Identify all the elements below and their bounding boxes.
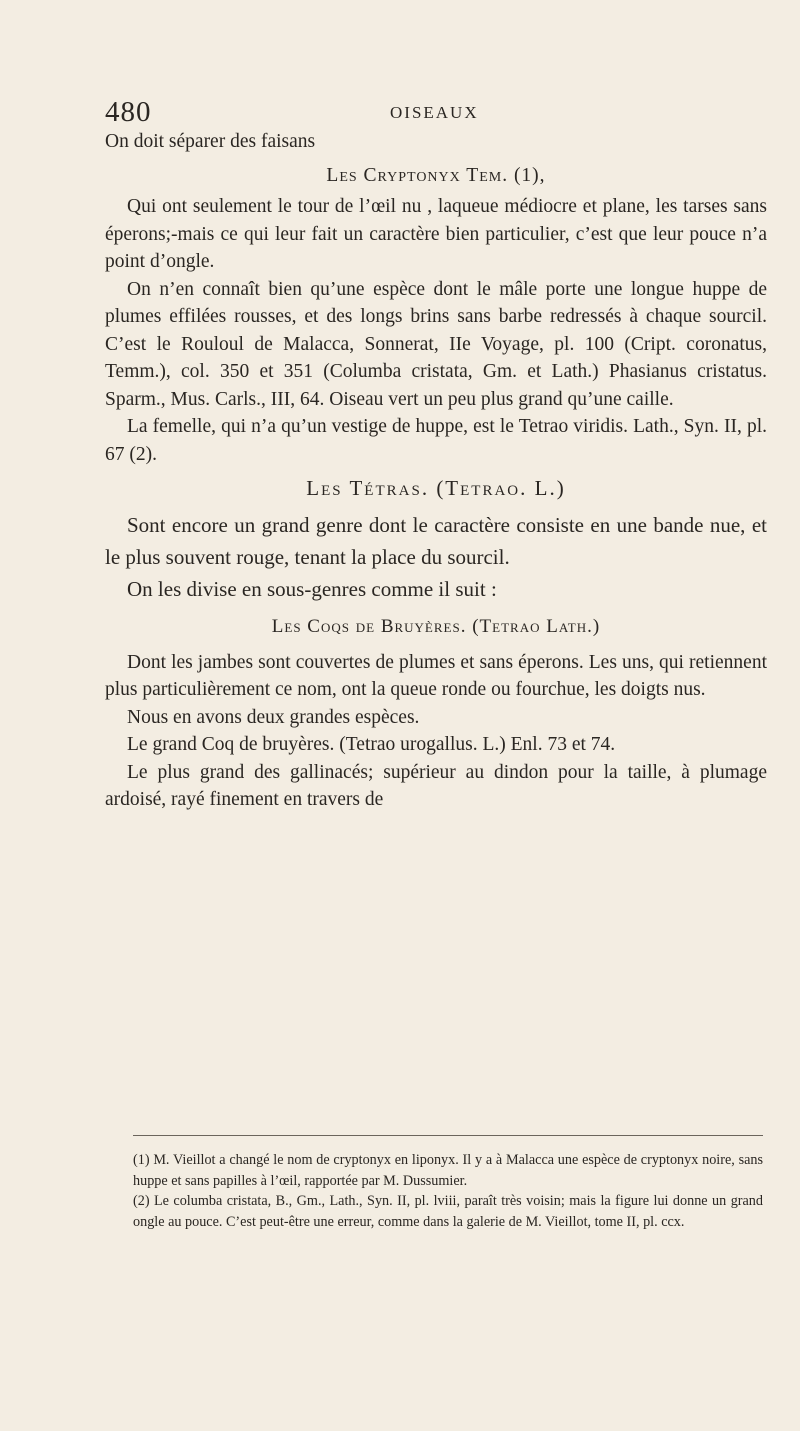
larger-type-block xyxy=(105,509,767,605)
paragraph: Le plus grand des gallinacés; supérieur au dindon pour la taille, à plumage ardoisé, rayé finement en travers de xyxy=(105,761,767,810)
paragraph: Qui ont seulement le tour de l’œil nu , laqueue médiocre et plane, les tarses sans éperons;-mais ce qui leur fait un caractère bien particulier, c’est que leur pouce n’a point d’ongle. xyxy=(105,196,767,272)
footnote-divider xyxy=(133,1135,763,1136)
footnote: (2) Le columba cristata, B., Gm., Lath., Syn. II, pl. lviii, paraît très voisin; mais la figure lui donne un grand ongle au pouce. C’est peut-être une erreur, comme dans la galerie de M. Vieillot, tome II, pl. ccx. xyxy=(133,1193,763,1230)
page-header xyxy=(105,96,765,130)
page-number: 480 xyxy=(105,96,152,128)
paragraph: On les divise en sous-genres comme il suit : xyxy=(127,577,497,601)
subsection-heading: Les Coqs de Bruyères. (Tetrao Lath.) xyxy=(271,616,601,637)
paragraph: Le grand Coq de bruyères. (Tetrao urogallus. L.) Enl. 73 et 74. xyxy=(127,734,616,755)
footnote: (1) M. Vieillot a changé le nom de cryptonyx en liponyx. Il y a à Malacca une espèce de cryptonyx noire, sans huppe et sans papilles à l’œil, rapportée par M. Dussumier. xyxy=(133,1152,763,1189)
section-heading: Les Tétras. (Tetrao. L.) xyxy=(306,476,566,500)
paragraph: La femelle, qui n’a qu’un vestige de huppe, est le Tetrao viridis. Lath., Syn. II, pl. 67 (2). xyxy=(105,416,767,465)
section-heading: Les Cryptonyx Tem. (1), xyxy=(326,164,546,186)
running-head: OISEAUX xyxy=(390,103,479,122)
paragraph: On n’en connaît bien qu’une espèce dont le mâle porte une longue huppe de plumes effilées rousses, et des longs brins sans barbe redressés à chaque sourcil. C’est le Rouloul de Malacca, Sonnerat, IIe Voyage, pl. 100 (Cript. coronatus, Temm.), col. 350 et 351 (Columba cristata, Gm. et Lath.) Phasianus cristatus. Sparm., Mus. Carls., III, 64. Oiseau vert un peu plus grand qu’une caille. xyxy=(105,278,767,410)
paragraph: On doit séparer des faisans xyxy=(105,131,316,152)
paragraph: Sont encore un grand genre dont le caractère consiste en une bande nue, et le plus souvent rouge, tenant la place du sourcil. xyxy=(105,513,767,569)
main-text xyxy=(105,128,767,814)
footnotes xyxy=(133,1150,763,1232)
paragraph: Dont les jambes sont couvertes de plumes et sans éperons. Les uns, qui retiennent plus particulièrement ce nom, ont la queue ronde ou fourchue, les doigts nus. xyxy=(105,651,767,700)
paragraph: Nous en avons deux grandes espèces. xyxy=(127,706,420,728)
